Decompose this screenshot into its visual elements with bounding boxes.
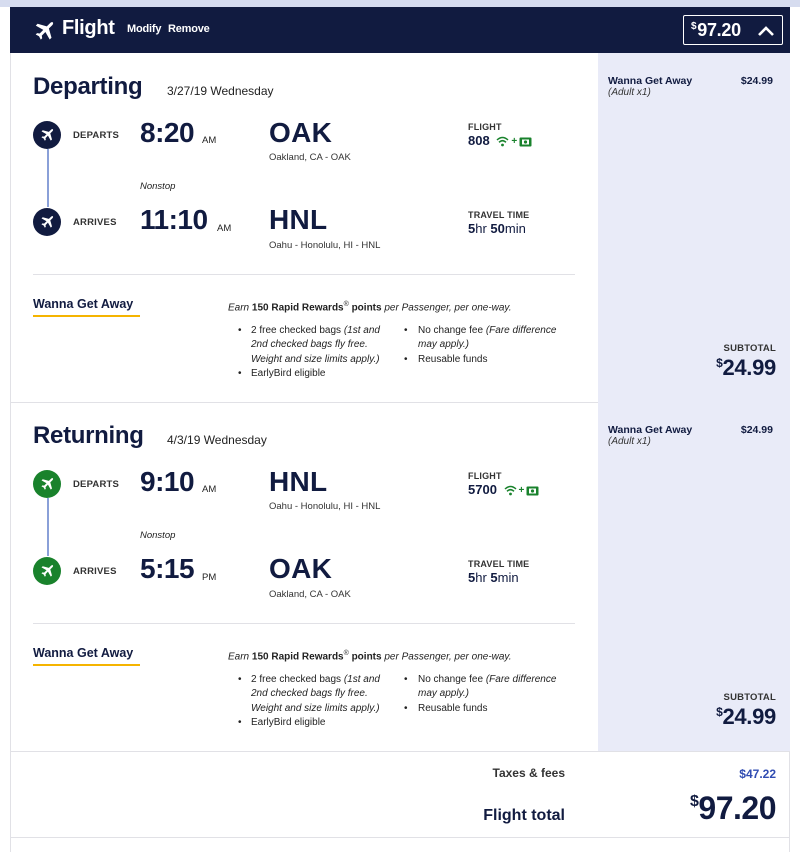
depart-airport-code: HNL xyxy=(269,466,328,497)
reusable-benefit: Reusable funds xyxy=(418,703,488,714)
nonstop-label: Nonstop xyxy=(140,530,176,541)
wifi-icon xyxy=(496,136,509,147)
departing-segment xyxy=(10,53,790,402)
segment-separator xyxy=(10,751,790,752)
arrive-city: Oakland, CA - OAK xyxy=(269,589,351,600)
rapid-rewards-text: Earn 150 Rapid Rewards® points per Passenger, per one-way. xyxy=(228,650,512,663)
arrive-time: 5:15 xyxy=(140,553,195,584)
header-price: $97.20 xyxy=(691,20,741,40)
travel-time: 5hr 5min xyxy=(468,570,519,585)
flight-total-amount: $97.20 xyxy=(690,790,776,826)
subtotal-label: SUBTOTAL xyxy=(723,343,776,354)
arrive-ampm: AM xyxy=(217,223,232,234)
depart-airport-code: OAK xyxy=(269,117,333,148)
depart-city: Oahu - Honolulu, HI - HNL xyxy=(269,501,381,512)
bag-benefit: 2 free checked bags (1st and 2nd checked bags fly free. Weight and size limits apply.) xyxy=(251,325,380,365)
earlybird-benefit: EarlyBird eligible xyxy=(251,717,326,728)
fare-summary-name: Wanna Get Away xyxy=(608,424,693,436)
arrive-city: Oahu - Honolulu, HI - HNL xyxy=(269,240,381,251)
fare-summary-price: $24.99 xyxy=(740,424,773,436)
departs-label: DEPARTS xyxy=(73,130,120,141)
arrival-plane-icon xyxy=(33,557,61,585)
bag-bullet: • xyxy=(238,674,242,685)
divider xyxy=(33,623,575,624)
reusable-bullet: • xyxy=(404,354,408,365)
modify-link[interactable]: Modify xyxy=(127,23,162,35)
depart-ampm: AM xyxy=(202,135,217,146)
depart-time: 9:10 xyxy=(140,466,195,497)
departs-label: DEPARTS xyxy=(73,479,120,490)
segment-heading: Returning xyxy=(33,422,144,449)
flight-header-bar xyxy=(10,7,790,53)
taxes-fees-label: Taxes & fees xyxy=(492,766,565,780)
section-title: Flight xyxy=(62,17,115,39)
flight-total-label: Flight total xyxy=(483,807,565,824)
bag-bullet: • xyxy=(238,325,242,336)
arrive-airport-code: OAK xyxy=(269,553,333,584)
remove-link[interactable]: Remove xyxy=(168,23,210,35)
arrives-label: ARRIVES xyxy=(73,217,117,228)
fare-summary-passengers: (Adult x1) xyxy=(608,87,651,98)
entertainment-icon xyxy=(519,137,532,147)
top-strip xyxy=(0,0,800,7)
nonstop-label: Nonstop xyxy=(140,181,176,192)
flight-label: FLIGHT xyxy=(468,122,502,132)
entertainment-icon xyxy=(526,486,539,496)
route-line xyxy=(47,498,49,556)
reusable-benefit: Reusable funds xyxy=(418,354,488,365)
reusable-bullet: • xyxy=(404,703,408,714)
earlybird-benefit: EarlyBird eligible xyxy=(251,368,326,379)
route-line xyxy=(47,149,49,207)
flight-label: FLIGHT xyxy=(468,471,502,481)
flight-number: 808 + xyxy=(468,133,532,148)
fare-type-label: Wanna Get Away xyxy=(33,646,134,660)
returning-segment xyxy=(10,402,790,751)
divider xyxy=(33,274,575,275)
wifi-icon xyxy=(504,485,517,496)
change-fee-bullet: • xyxy=(404,674,408,685)
arrive-time: 11:10 xyxy=(140,204,208,235)
arrive-airport-code: HNL xyxy=(269,204,328,235)
departure-plane-icon xyxy=(33,470,61,498)
change-fee-bullet: • xyxy=(404,325,408,336)
fare-type-label: Wanna Get Away xyxy=(33,297,134,311)
earlybird-bullet: • xyxy=(238,368,242,379)
flight-number: 5700 + xyxy=(468,482,539,497)
fare-summary-price: $24.99 xyxy=(740,75,773,87)
fare-underline xyxy=(33,315,140,317)
fare-underline xyxy=(33,664,140,666)
earlybird-bullet: • xyxy=(238,717,242,728)
fare-summary-name: Wanna Get Away xyxy=(608,75,693,87)
arrival-plane-icon xyxy=(33,208,61,236)
chevron-up-icon xyxy=(756,23,776,39)
segment-heading: Departing xyxy=(33,73,143,100)
subtotal-amount: $24.99 xyxy=(716,355,776,380)
segment-date: 3/27/19 Wednesday xyxy=(167,84,274,98)
travel-time-label: TRAVEL TIME xyxy=(468,210,530,220)
subtotal-label: SUBTOTAL xyxy=(723,692,776,703)
departure-plane-icon xyxy=(33,121,61,149)
arrives-label: ARRIVES xyxy=(73,566,117,577)
taxes-fees-amount: $47.22 xyxy=(739,767,776,781)
depart-time: 8:20 xyxy=(140,117,195,148)
change-fee-benefit: No change fee (Fare difference may apply.) xyxy=(418,674,557,700)
travel-time: 5hr 50min xyxy=(468,221,526,236)
depart-ampm: AM xyxy=(202,484,217,495)
bottom-separator xyxy=(10,837,790,838)
depart-city: Oakland, CA - OAK xyxy=(269,152,351,163)
rapid-rewards-text: Earn 150 Rapid Rewards® points per Passenger, per one-way. xyxy=(228,301,512,314)
airplane-icon xyxy=(32,19,56,43)
travel-time-label: TRAVEL TIME xyxy=(468,559,530,569)
arrive-ampm: PM xyxy=(202,572,217,583)
segment-date: 4/3/19 Wednesday xyxy=(167,433,267,447)
subtotal-amount: $24.99 xyxy=(716,704,776,729)
price-toggle-button[interactable] xyxy=(683,15,783,45)
fare-summary-passengers: (Adult x1) xyxy=(608,436,651,447)
change-fee-benefit: No change fee (Fare difference may apply.) xyxy=(418,325,557,351)
bag-benefit: 2 free checked bags (1st and 2nd checked bags fly free. Weight and size limits apply.) xyxy=(251,674,380,714)
